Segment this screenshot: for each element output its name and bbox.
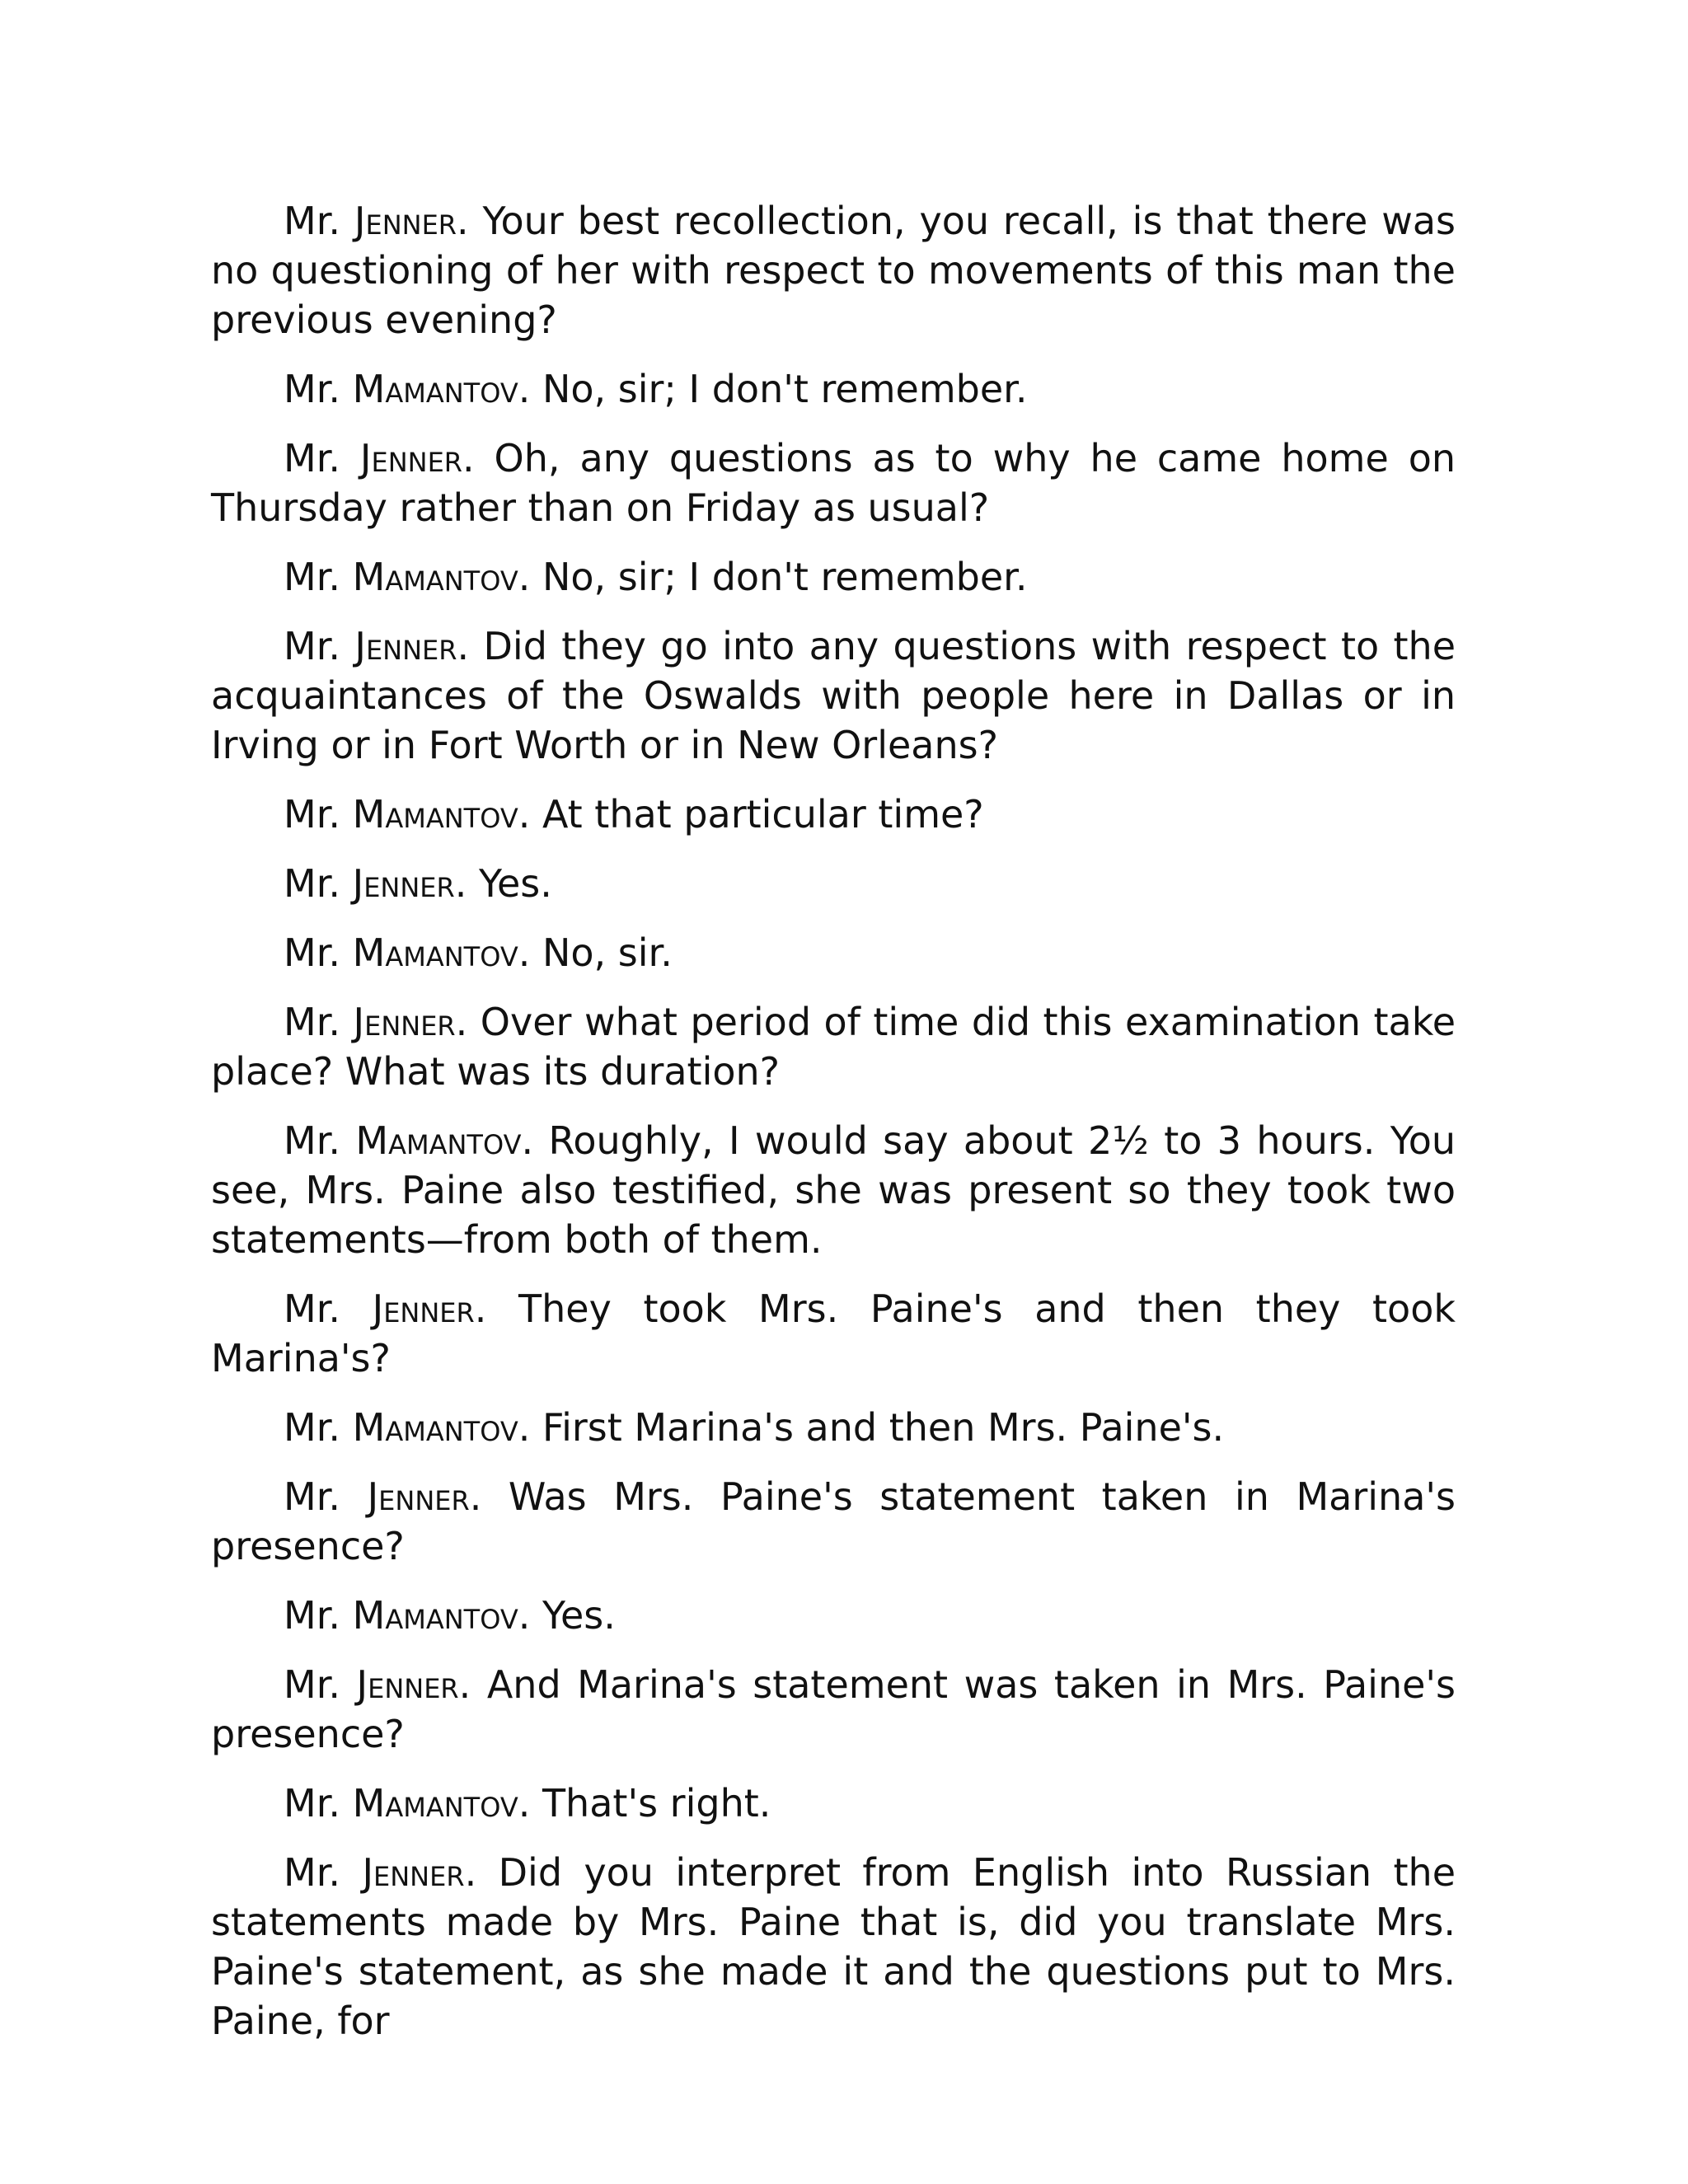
- transcript-paragraph: [211, 1116, 1456, 1264]
- speaker-name: Jenner: [372, 1286, 475, 1331]
- speaker-title: Mr.: [284, 555, 353, 599]
- speech-text: . Did they go into any questions with respect to the acquaintances of the Oswalds with people here in Dallas or in Irving or in Fort Worth or in New Orleans?: [211, 624, 1456, 767]
- speaker-name: Jenner: [359, 436, 463, 480]
- transcript-paragraph: [211, 434, 1456, 532]
- speaker-title: Mr.: [284, 1781, 353, 1825]
- transcript-paragraph: [211, 790, 1456, 839]
- transcript-paragraph: [211, 196, 1456, 344]
- speaker-title: Mr.: [284, 1662, 357, 1707]
- speaker-name: Jenner: [354, 199, 457, 243]
- speaker-title: Mr.: [284, 1000, 354, 1044]
- speaker-title: Mr.: [284, 1286, 373, 1331]
- transcript-paragraph: [211, 1660, 1456, 1759]
- speaker-name: Jenner: [367, 1474, 470, 1519]
- speaker-title: Mr.: [284, 1474, 368, 1519]
- speech-text: . Was Mrs. Paine's statement taken in Marina's presence?: [211, 1474, 1456, 1568]
- transcript-paragraph: [211, 1591, 1456, 1640]
- speaker-name: Mamantov: [352, 1781, 518, 1825]
- speech-text: . Yes.: [518, 1593, 616, 1638]
- speaker-name: Jenner: [352, 861, 455, 906]
- speech-text: . Did you interpret from English into Russian the statements made by Mrs. Paine that is, did you translate Mrs. Paine's statement, as she made it and the questions put to Mrs. Paine, for: [211, 1850, 1456, 2043]
- speaker-title: Mr.: [284, 1405, 353, 1450]
- speaker-title: Mr.: [284, 624, 355, 668]
- transcript-paragraph: [211, 997, 1456, 1096]
- speaker-title: Mr.: [284, 199, 354, 243]
- speaker-title: Mr.: [284, 1850, 363, 1895]
- transcript-page: [211, 196, 1456, 2065]
- speech-text: . They took Mrs. Paine's and then they took Marina's?: [211, 1286, 1456, 1380]
- speaker-name: Mamantov: [355, 1118, 522, 1163]
- speaker-name: Jenner: [353, 1000, 456, 1044]
- transcript-paragraph: [211, 552, 1456, 602]
- speech-text: . Your best recollection, you recall, is that there was no questioning of her with respect to movements of this man the previous evening?: [211, 199, 1456, 342]
- speech-text: . And Marina's statement was taken in Mrs. Paine's presence?: [211, 1662, 1456, 1756]
- speech-text: . No, sir; I don't remember.: [518, 367, 1028, 411]
- speaker-title: Mr.: [284, 1118, 356, 1163]
- speech-text: . Oh, any questions as to why he came home on Thursday rather than on Friday as usual?: [211, 436, 1456, 530]
- transcript-paragraph: [211, 859, 1456, 908]
- transcript-paragraph: [211, 1472, 1456, 1571]
- transcript-paragraph: [211, 1403, 1456, 1452]
- speech-text: . First Marina's and then Mrs. Paine's.: [518, 1405, 1225, 1450]
- speaker-name: Jenner: [356, 1662, 459, 1707]
- speech-text: . No, sir.: [518, 930, 673, 975]
- speaker-name: Jenner: [354, 624, 457, 668]
- speech-text: . That's right.: [518, 1781, 771, 1825]
- speech-text: . Over what period of time did this examination take place? What was its duration?: [211, 1000, 1456, 1094]
- speaker-name: Mamantov: [352, 1405, 518, 1450]
- speaker-title: Mr.: [284, 1593, 353, 1638]
- speaker-name: Mamantov: [352, 367, 518, 411]
- speaker-title: Mr.: [284, 861, 353, 906]
- transcript-paragraph: [211, 621, 1456, 770]
- transcript-paragraph: [211, 1779, 1456, 1828]
- transcript-paragraph: [211, 364, 1456, 414]
- speech-text: . At that particular time?: [518, 792, 984, 837]
- transcript-paragraph: [211, 928, 1456, 977]
- transcript-paragraph: [211, 1848, 1456, 2046]
- transcript-paragraph: [211, 1284, 1456, 1383]
- speech-text: . No, sir; I don't remember.: [518, 555, 1028, 599]
- speech-text: . Yes.: [454, 861, 552, 906]
- speaker-name: Mamantov: [352, 1593, 518, 1638]
- speaker-name: Jenner: [362, 1850, 465, 1895]
- speaker-name: Mamantov: [352, 792, 518, 837]
- speaker-title: Mr.: [284, 792, 353, 837]
- speaker-name: Mamantov: [352, 555, 518, 599]
- speaker-title: Mr.: [284, 930, 353, 975]
- speaker-title: Mr.: [284, 436, 360, 480]
- speaker-name: Mamantov: [352, 930, 518, 975]
- speech-text: . Roughly, I would say about 2½ to 3 hours. You see, Mrs. Paine also testified, she was present so they took two statements—from both of them.: [211, 1118, 1456, 1262]
- speaker-title: Mr.: [284, 367, 353, 411]
